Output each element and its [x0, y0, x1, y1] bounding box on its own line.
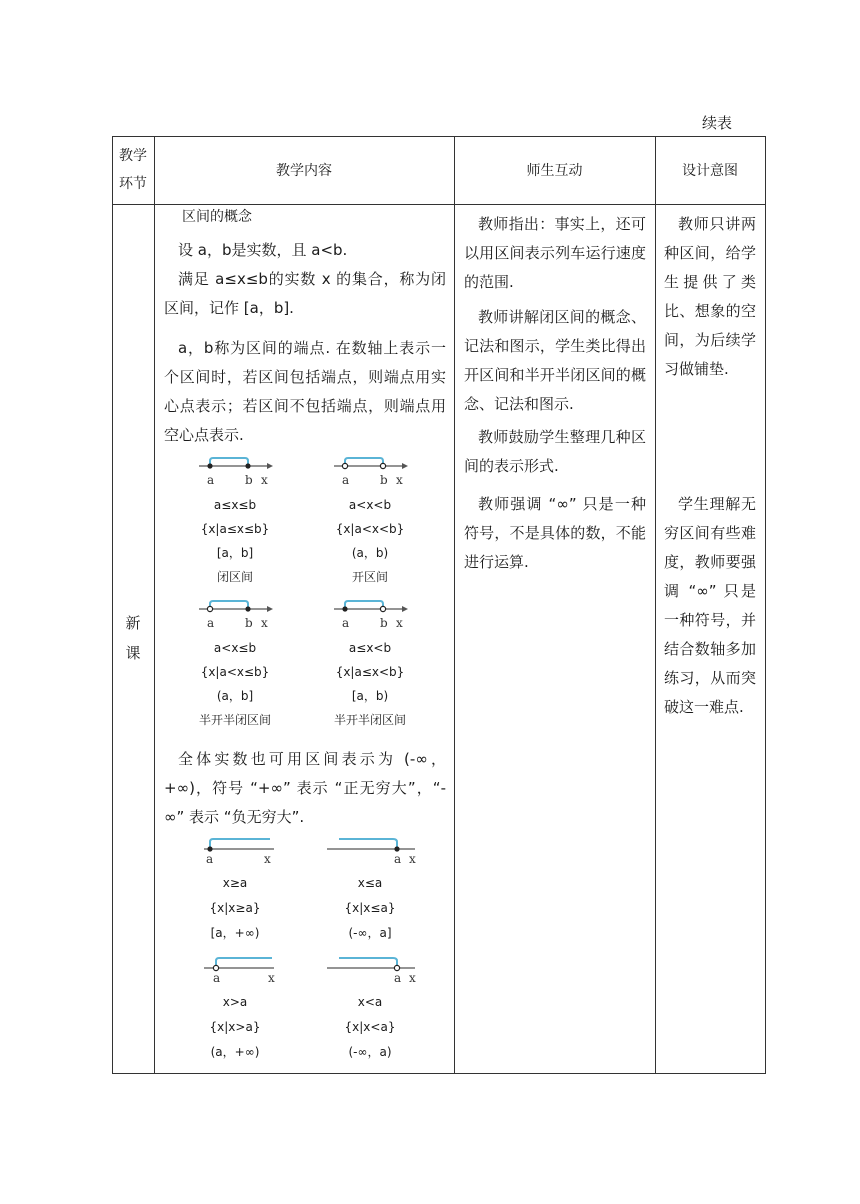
ineq-gt: x>a: [222, 995, 248, 1009]
content-p4: 全体实数也可用区间表示为 (-∞，+∞)，符号 “+∞” 表示 “正无穷大”，“-∞” 表示 “负无穷大”.: [164, 750, 446, 826]
diagram-ge: [180, 831, 290, 946]
set-gt: {x|x>a}: [209, 1020, 261, 1034]
interval-closed: [a，b]: [216, 546, 254, 560]
diagram-closed: [180, 452, 290, 589]
label-x: x: [261, 473, 268, 487]
label-a: a: [206, 852, 214, 866]
label-x: x: [261, 616, 268, 630]
label-a: a: [394, 852, 402, 866]
section-label: [112, 608, 154, 668]
diagram-right-open: [315, 595, 425, 732]
number-line-lt: [325, 950, 415, 988]
header-content: 教学内容: [276, 163, 332, 179]
label-x: x: [409, 852, 416, 866]
header-stage: [112, 142, 154, 198]
interval-gt: (a，+∞): [210, 1045, 260, 1059]
ineq-le: x≤a: [357, 876, 383, 890]
interval-right-open: [a，b): [351, 689, 389, 703]
ineq-lt: x<a: [357, 995, 383, 1009]
content-p3: a，b称为区间的端点. 在数轴上表示一个区间时，若区间包括端点，则端点用实心点表示；若区间不包括端点，则端点用空心点表示.: [164, 339, 446, 444]
header-stage-line2: 环节: [119, 176, 147, 192]
diagram-open: [315, 452, 425, 589]
set-ge: {x|x≥a}: [209, 901, 261, 915]
ineq-right-open: a≤x<b: [348, 641, 392, 655]
name-open: 开区间: [351, 570, 388, 584]
number-line-closed: [195, 452, 275, 490]
content-p1: 设 a，b是实数，且 a<b.: [178, 241, 348, 259]
label-x: x: [396, 616, 403, 630]
set-right-open: {x|a≤x<b}: [335, 665, 405, 679]
set-left-open: {x|a<x≤b}: [200, 665, 270, 679]
interaction-p3: 教师鼓励学生整理几种区间的表示形式.: [464, 428, 646, 475]
continued-label: 续表: [701, 114, 732, 132]
label-b: b: [245, 473, 253, 487]
header-stage-line1: 教学: [119, 148, 147, 164]
set-closed: {x|a≤x≤b}: [200, 522, 270, 536]
header-intent: 设计意图: [682, 163, 738, 179]
intent-p2: 学生理解无穷区间有些难度，教师要强调 “∞” 只是一种符号，并结合数轴多加练习，从而突破这一难点.: [664, 495, 756, 716]
ineq-ge: x≥a: [222, 876, 248, 890]
interval-open: (a，b): [351, 546, 389, 560]
diagram-gt: [180, 950, 290, 1065]
interval-ge: [a，+∞): [210, 926, 260, 940]
name-left-open: 半开半闭区间: [198, 713, 271, 727]
intent-p1: 教师只讲两种区间，给学生提供了类比、想象的空间，为后续学习做铺垫.: [664, 215, 756, 378]
interval-lt: (-∞，a): [348, 1045, 392, 1059]
number-line-open: [330, 452, 410, 490]
label-b: b: [245, 616, 253, 630]
label-a: a: [342, 473, 350, 487]
interaction-p4: 教师强调 “∞” 只是一种符号，不是具体的数，不能进行运算.: [464, 495, 646, 571]
interaction-p2: 教师讲解闭区间的概念、记法和图示，学生类比得出开区间和半开半闭区间的概念、记法和图示.: [464, 308, 646, 413]
label-a: a: [394, 971, 402, 985]
label-a: a: [342, 616, 350, 630]
label-x: x: [396, 473, 403, 487]
name-closed: 闭区间: [216, 570, 253, 584]
label-x: x: [268, 971, 275, 985]
number-line-left-open: [195, 595, 275, 633]
label-b: b: [380, 473, 388, 487]
set-open: {x|a<x<b}: [335, 522, 405, 536]
diagram-left-open: [180, 595, 290, 732]
section-char-2: 课: [125, 644, 141, 662]
content-title: 区间的概念: [182, 209, 252, 225]
set-lt: {x|x<a}: [344, 1020, 396, 1034]
number-line-le: [325, 831, 415, 869]
name-right-open: 半开半闭区间: [333, 713, 406, 727]
number-line-right-open: [330, 595, 410, 633]
ineq-open: a<x<b: [348, 498, 392, 512]
diagram-lt: [315, 950, 425, 1065]
label-b: b: [380, 616, 388, 630]
label-a: a: [207, 616, 215, 630]
header-interaction: 师生互动: [526, 163, 583, 179]
set-le: {x|x≤a}: [344, 901, 396, 915]
interval-le: (-∞，a]: [348, 926, 392, 940]
number-line-gt: [190, 950, 280, 988]
label-x: x: [264, 852, 271, 866]
diagram-le: [315, 831, 425, 946]
content-p2: 满足 a≤x≤b的实数 x 的集合，称为闭区间，记作 [a，b].: [164, 270, 446, 317]
number-line-ge: [190, 831, 280, 869]
section-char-1: 新: [125, 614, 141, 632]
ineq-left-open: a<x≤b: [213, 641, 257, 655]
label-a: a: [207, 473, 215, 487]
label-x: x: [409, 971, 416, 985]
interaction-p1: 教师指出：事实上，还可以用区间表示列车运行速度的范围.: [464, 215, 646, 291]
interval-left-open: (a，b]: [216, 689, 254, 703]
ineq-closed: a≤x≤b: [213, 498, 257, 512]
label-a: a: [213, 971, 221, 985]
